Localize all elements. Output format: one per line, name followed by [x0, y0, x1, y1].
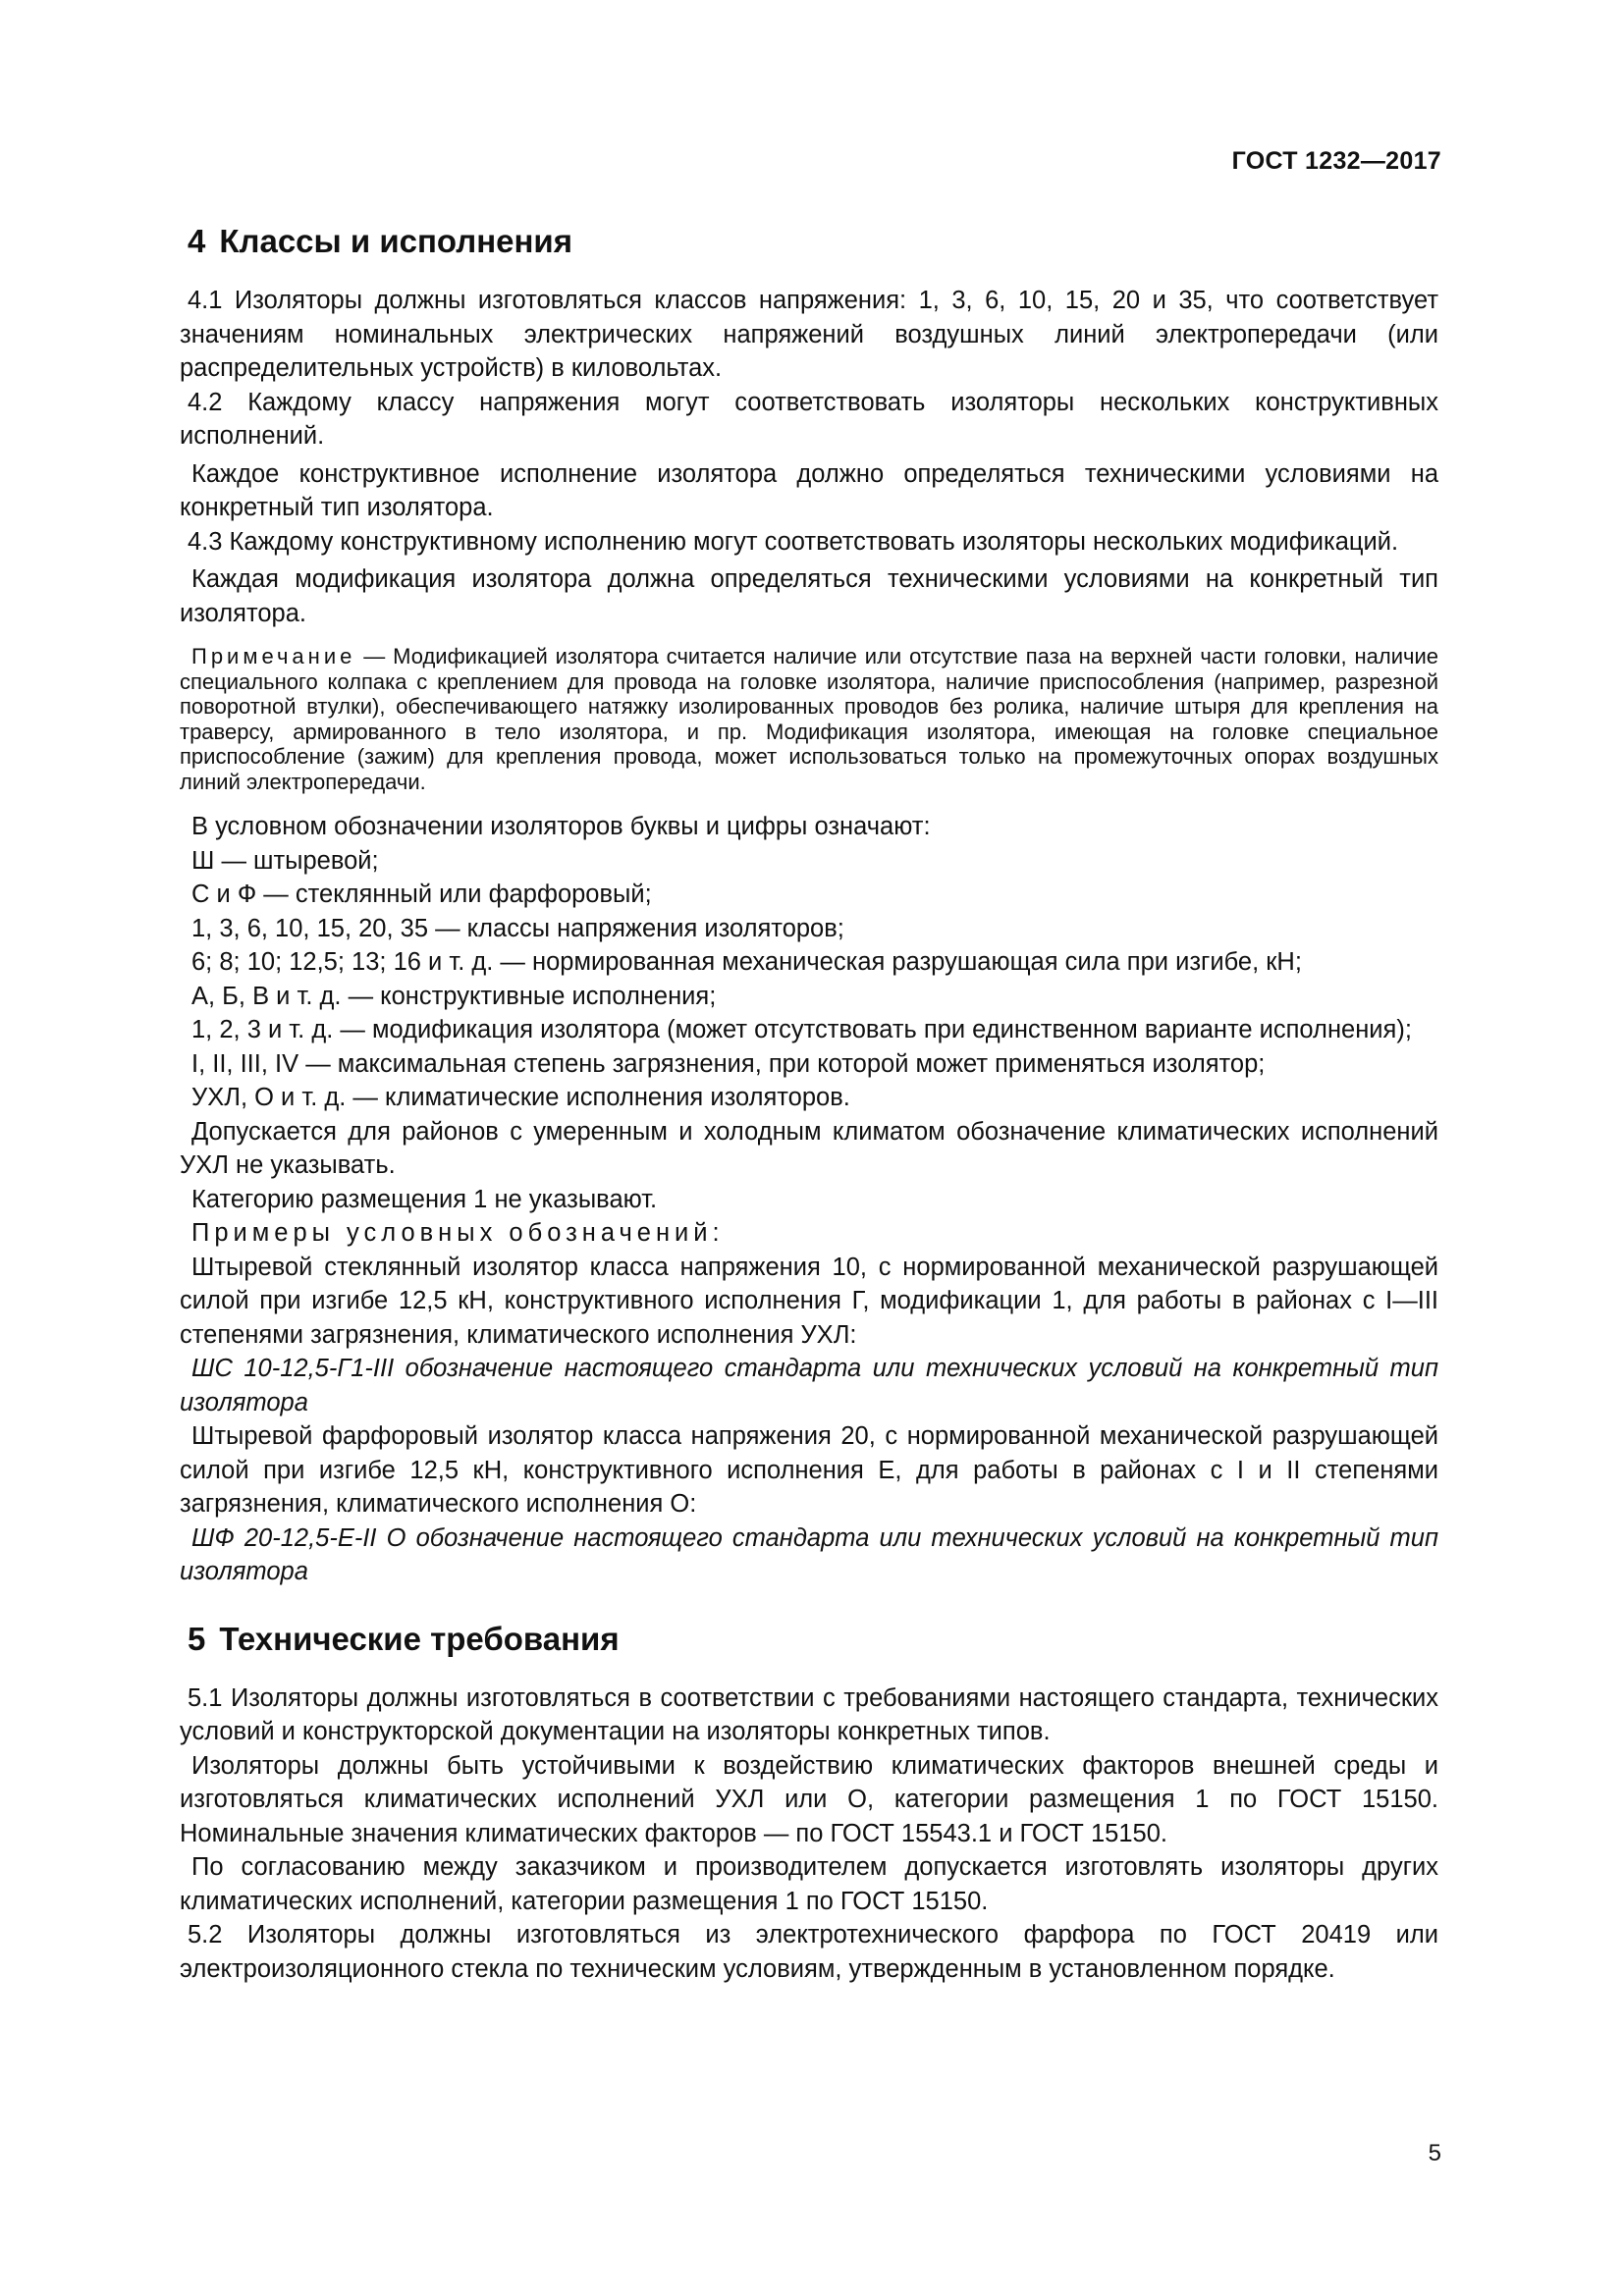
section-4-heading [188, 221, 1438, 262]
clause-5-1-paragraph: Изоляторы должны быть устойчивыми к воздействию климатических факторов внешней среды и изготовляться климатических исполнений УХЛ или О, категории размещения 1 по ГОСТ 15150. Номинальные значения климатических факторов — по ГОСТ 15543.1 и ГОСТ 15150. [180, 1751, 1438, 1847]
page-number: 5 [1428, 2140, 1441, 2166]
section-5-heading [188, 1619, 1438, 1660]
section-title: Технические требования [219, 1620, 620, 1657]
legend-item: 1, 2, 3 и т. д. — модификация изолятора (может отсутствовать при единственном варианте исполнения); [191, 1016, 1412, 1043]
example-1-description: Штыревой стеклянный изолятор класса напряжения 10, с нормированной механической разрушающей силой при изгибе 12,5 кН, конструктивного исполнения Г, модификации 1, для работы в районах с I—III степенями загрязнения, климатического исполнения УХЛ: [180, 1253, 1438, 1349]
section-number: 5 [188, 1620, 206, 1657]
legend-item: УХЛ, О и т. д. — климатические исполнения изоляторов. [191, 1084, 850, 1111]
clause-4-3-paragraph: Каждая модификация изолятора должна определяться техническими условиями на конкретный тип изолятора. [180, 565, 1438, 627]
clause-5-1: 5.1 Изоляторы должны изготовляться в соответствии с требованиями настоящего стандарта, технических условий и конструкторской документации на изоляторы конкретных типов. [180, 1683, 1438, 1745]
page-body [180, 221, 1438, 1986]
examples-label: Примеры условных обозначений: [191, 1219, 725, 1247]
section-number: 4 [188, 223, 206, 259]
category-note: Категорию размещения 1 не указывают. [191, 1185, 658, 1213]
clause-5-1-paragraph: По согласованию между заказчиком и производителем допускается изготовлять изоляторы других климатических исполнений, категории размещения 1 по ГОСТ 15150. [180, 1853, 1438, 1915]
clause-5-2: 5.2 Изоляторы должны изготовляться из электротехнического фарфора по ГОСТ 20419 или электроизоляционного стекла по техническим условиям, утвержденным в установленном порядке. [180, 1921, 1438, 1983]
example-2-description: Штыревой фарфоровый изолятор класса напряжения 20, с нормированной механической разрушающей силой при изгибе 12,5 кН, конструктивного исполнения Е, для работы в районах с I и II степенями загрязнения, климатического исполнения О: [180, 1422, 1438, 1518]
legend-intro: В условном обозначении изоляторов буквы и цифры означают: [191, 813, 931, 840]
clause-4-2-paragraph: Каждое конструктивное исполнение изолятора должно определяться техническими условиями на конкретный тип изолятора. [180, 459, 1438, 521]
example-1-designation: ШС 10-12,5-Г1-III обозначение настоящего стандарта или технических условий на конкретный тип изолятора [180, 1355, 1438, 1416]
legend-item: 1, 3, 6, 10, 15, 20, 35 — классы напряжения изоляторов; [191, 914, 844, 942]
clause-4-1: 4.1 Изоляторы должны изготовляться классов напряжения: 1, 3, 6, 10, 15, 20 и 35, что соответствует значениям номинальных электрических напряжений воздушных линий электропередачи (или распределительных устройств) в киловольтах. [180, 287, 1438, 382]
climate-note: Допускается для районов с умеренным и холодным климатом обозначение климатических исполнений УХЛ не указывать. [180, 1117, 1438, 1179]
standard-designation: ГОСТ 1232—2017 [1231, 147, 1441, 175]
legend-item: А, Б, В и т. д. — конструктивные исполнения; [191, 982, 717, 1010]
section-title: Классы и исполнения [219, 223, 572, 259]
legend-item: 6; 8; 10; 12,5; 13; 16 и т. д. — нормированная механическая разрушающая сила при изгибе, кН; [191, 948, 1302, 976]
note-label: Примечание [191, 644, 356, 668]
legend-item: Ш — штыревой; [191, 846, 379, 875]
example-2-designation: ШФ 20-12,5-Е-II О обозначение настоящего стандарта или технических условий на конкретный тип изолятора [180, 1523, 1438, 1585]
clause-4-2: 4.2 Каждому классу напряжения могут соответствовать изоляторы нескольких конструктивных исполнений. [180, 388, 1438, 450]
note-text: — Модификацией изолятора считается наличие или отсутствие паза на верхней части головки, наличие специального колпака с креплением для провода на головке изолятора, наличие приспособления (например, разрезной поворотной втулки), обеспечивающего натяжку изолированных проводов без ролика, наличие штыря для крепления на траверсу, армированного в тело изолятора, и пр. Модификация изолятора, имеющая на головке специальное приспособление (зажим) для крепления провода, может использоваться только на промежуточных опорах воздушных линий электропередачи. [180, 644, 1438, 794]
clause-4-3: 4.3 Каждому конструктивному исполнению могут соответствовать изоляторы нескольких модификаций. [188, 527, 1399, 556]
legend-item: I, II, III, IV — максимальная степень загрязнения, при которой может применяться изолятор; [191, 1049, 1266, 1078]
legend-item: С и Ф — стеклянный или фарфоровый; [191, 881, 652, 908]
note-block [180, 644, 1438, 794]
